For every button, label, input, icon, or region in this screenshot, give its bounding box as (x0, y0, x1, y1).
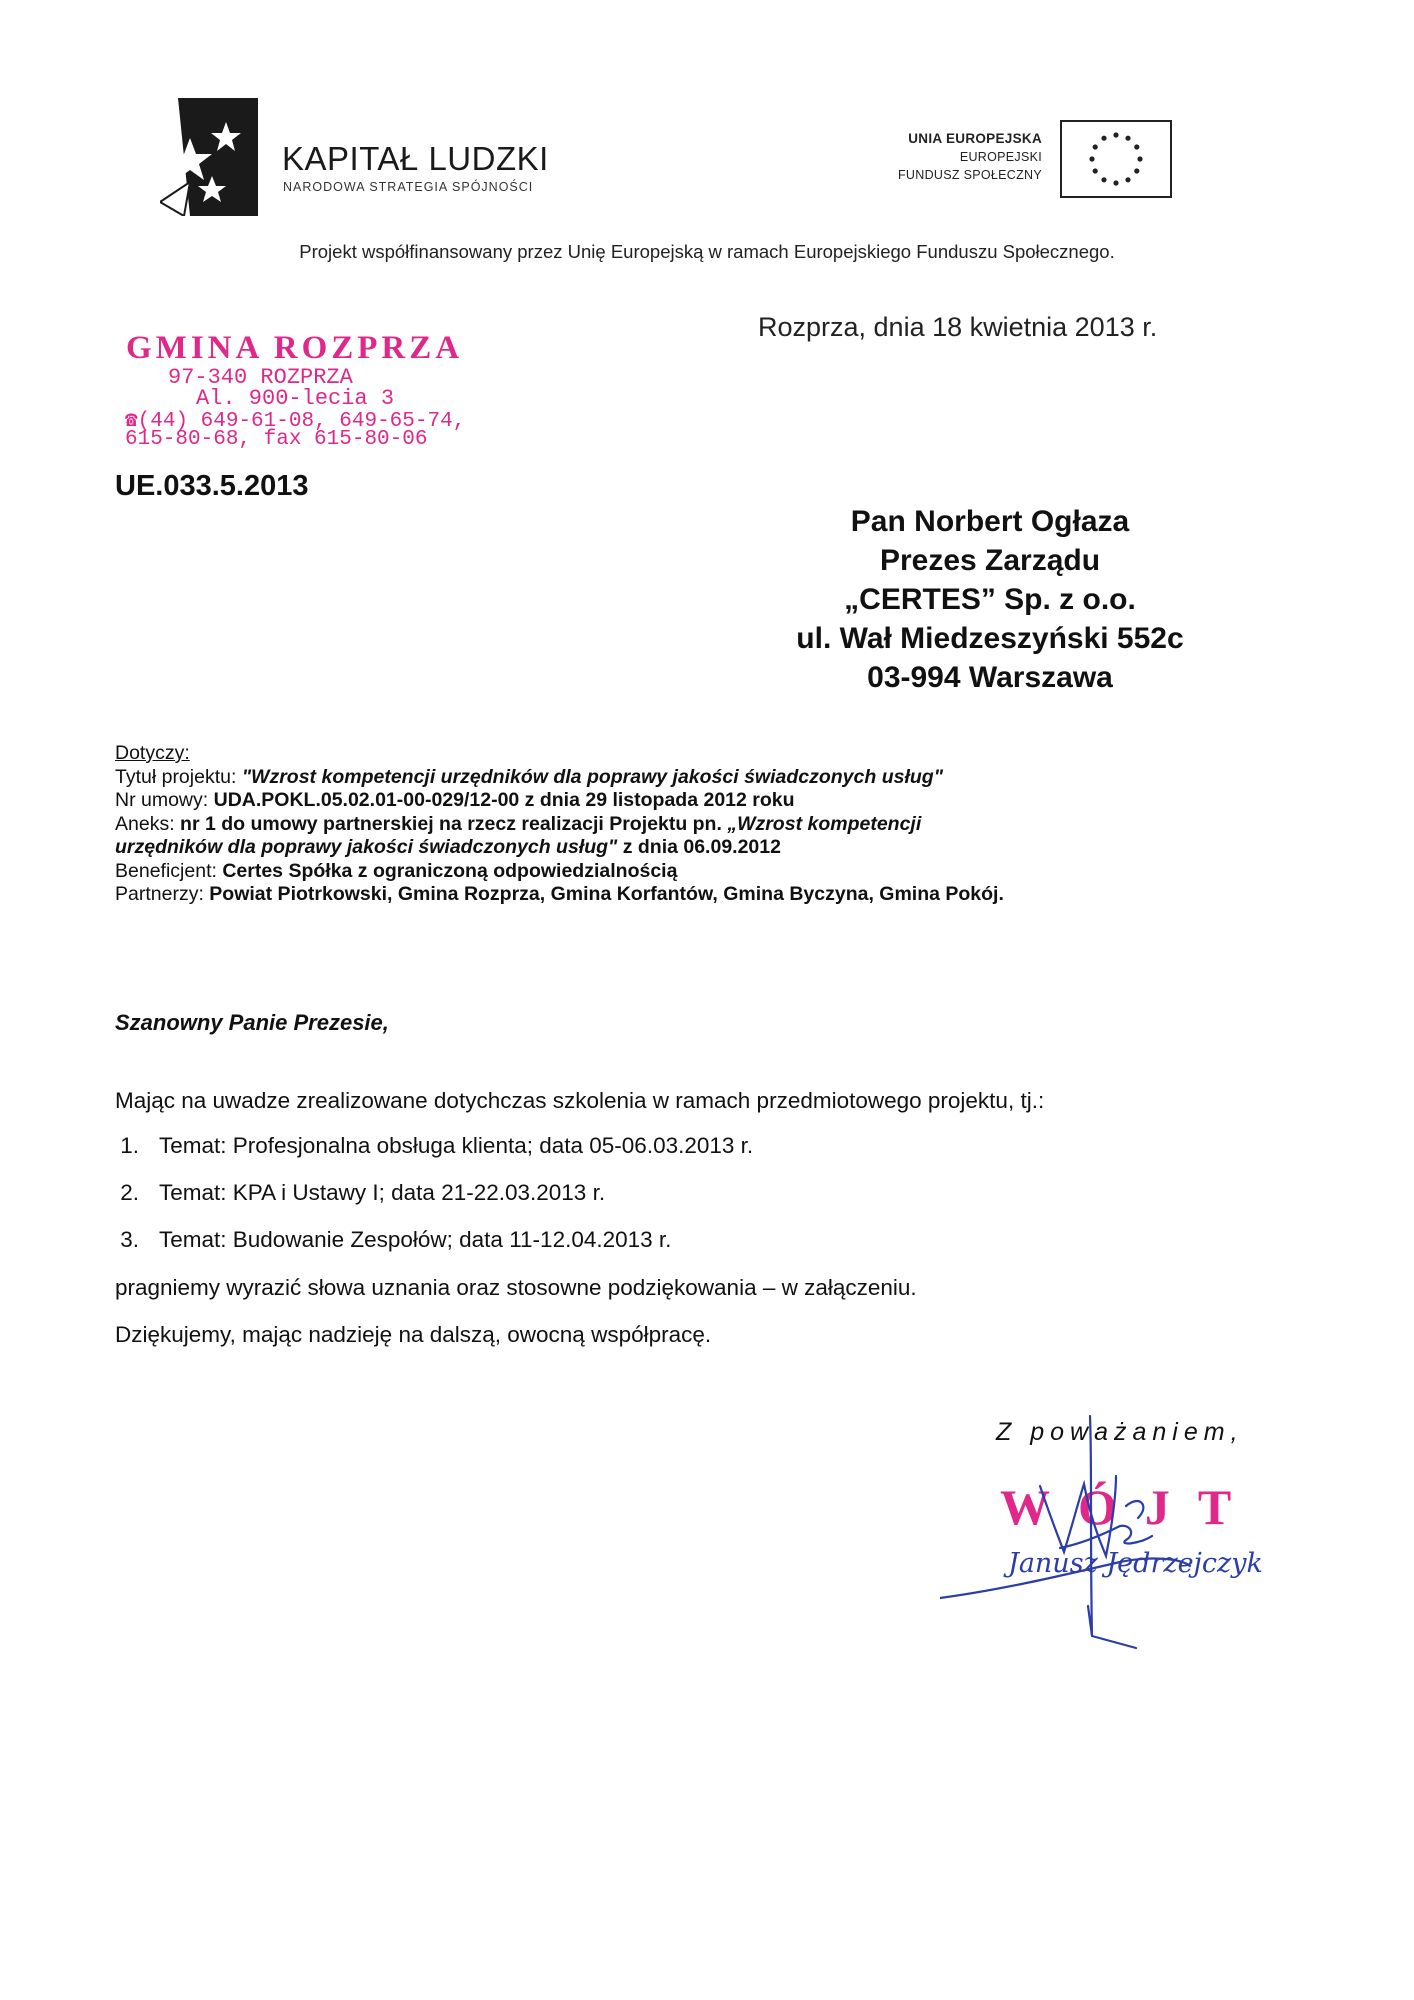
subject-annex-line-2 (115, 836, 1004, 860)
closing-sentence: pragniemy wyrazić słowa uznania oraz stosowne podziękowania – w załączeniu. (115, 1275, 917, 1300)
list-item-text: Temat: Budowanie Zespołów; data 11-12.04.2013 r. (159, 1227, 672, 1252)
place-date: Rozprza, dnia 18 kwietnia 2013 r. (758, 312, 1158, 342)
list-item-number: 2. (120, 1180, 139, 1205)
eu-star (1101, 136, 1106, 141)
title-stamp: WÓJT (1000, 1479, 1260, 1535)
kapital-ludzki-logo (160, 98, 258, 216)
list-item-number: 3. (120, 1227, 139, 1252)
regards: Z poważaniem, (996, 1418, 1244, 1446)
eu-line-1: UNIA EUROPEJSKA (908, 131, 1042, 146)
addressee-line: 03-994 Warszawa (867, 661, 1113, 694)
eu-star (1125, 136, 1130, 141)
signature-stamp (940, 1376, 1270, 1666)
eu-star (1137, 156, 1142, 161)
addressee-line: Pan Norbert Ogłaza (850, 505, 1130, 538)
stamp-postal: 97-340 ROZPRZA (168, 365, 353, 390)
stamp-name: GMINA ROZPRZA (126, 330, 464, 366)
subject-partners-line (115, 883, 1004, 907)
stamp-phones: ☎(44) 649-61-08, 649-65-74, (125, 410, 466, 433)
subject-annex-value: nr 1 do umowy partnerskiej na rzecz realizacji Projektu pn. (180, 812, 728, 835)
subject-block (115, 742, 1004, 907)
list-item (115, 1133, 1015, 1163)
list-item-text: Temat: KPA i Ustawy I; data 21-22.03.2013 r. (159, 1180, 606, 1205)
eu-star (1113, 132, 1118, 137)
eu-line-3: FUNDUSZ SPOŁECZNY (897, 168, 1042, 182)
subject-contract-value: UDA.POKL.05.02.01-00-029/12-00 z dnia 29 listopada 2012 roku (213, 789, 795, 811)
eu-line-2: EUROPEJSKI (959, 150, 1042, 164)
intro-paragraph: Mając na uwadze zrealizowane dotychczas szkolenia w ramach przedmiotowego projektu, tj.: (115, 1088, 1045, 1113)
salutation: Szanowny Panie Prezesie, (115, 1010, 389, 1035)
subject-annex-line (115, 813, 1004, 837)
subject-heading: Dotyczy: (115, 742, 190, 764)
addressee-block (700, 502, 1280, 697)
program-subtitle: NARODOWA STRATEGIA SPÓJNOŚCI (283, 180, 534, 194)
thanks-sentence: Dziękujemy, mając nadzieję na dalszą, owocną współpracę. (115, 1322, 712, 1347)
eu-star (1089, 156, 1094, 161)
addressee-line: „CERTES” Sp. z o.o. (844, 583, 1136, 616)
eu-star (1113, 180, 1118, 185)
stamp-street: Al. 900-lecia 3 (196, 386, 395, 411)
eu-star (1093, 144, 1098, 149)
list-item-text: Temat: Profesjonalna obsługa klienta; data 05-06.03.2013 r. (159, 1133, 754, 1158)
eu-star (1134, 144, 1139, 149)
subject-annex-quote-2: urzędników dla poprawy jakości świadczonych usług" (115, 836, 618, 858)
subject-annex-quote-1: „Wzrost kompetencji (727, 812, 922, 835)
subject-title-line (115, 766, 1004, 790)
addressee-line: Prezes Zarządu (879, 544, 1101, 577)
subject-annex-date: z dnia 06.09.2012 (617, 836, 781, 858)
list-item (115, 1227, 1015, 1257)
eu-flag-icon (1060, 120, 1172, 198)
addressee-line: ul. Wał Miedzeszyński 552c (796, 622, 1184, 655)
cofinancing-note: Projekt współfinansowany przez Unię Europejską w ramach Europejskiego Funduszu Społecznego. (299, 241, 1115, 262)
eu-star (1093, 168, 1098, 173)
eu-fund-label (898, 130, 1042, 184)
reference-number: UE.033.5.2013 (115, 470, 309, 502)
stamp-phones-fax: 615-80-68, fax 615-80-06 (125, 428, 428, 451)
list-item-number: 1. (120, 1133, 139, 1158)
subject-beneficiary-line (115, 860, 1004, 884)
subject-annex-label: Aneks: (115, 812, 181, 835)
subject-partners-label: Partnerzy: (115, 883, 210, 905)
subject-beneficiary-value: Certes Spółka z ograniczoną odpowiedzialnością (222, 859, 678, 882)
eu-star (1125, 177, 1130, 182)
list-item (115, 1180, 1015, 1210)
subject-beneficiary-label: Beneficjent: (115, 859, 223, 882)
subject-contract-label: Nr umowy: (115, 789, 214, 811)
subject-contract-line (115, 789, 1004, 813)
signer-stamp: Janusz Jędrzejczyk (1008, 1548, 1263, 1579)
subject-partners-value: Powiat Piotrkowski, Gmina Rozprza, Gmina Korfantów, Gmina Byczyna, Gmina Pokój. (209, 883, 1004, 905)
program-title: KAPITAŁ LUDZKI (282, 140, 549, 177)
office-stamp (118, 330, 465, 451)
subject-title-label: Tytuł projektu: (115, 765, 242, 788)
subject-title-value: "Wzrost kompetencji urzędników dla poprawy jakości świadczonych usług" (241, 765, 943, 788)
eu-star (1134, 168, 1139, 173)
eu-star (1101, 177, 1106, 182)
